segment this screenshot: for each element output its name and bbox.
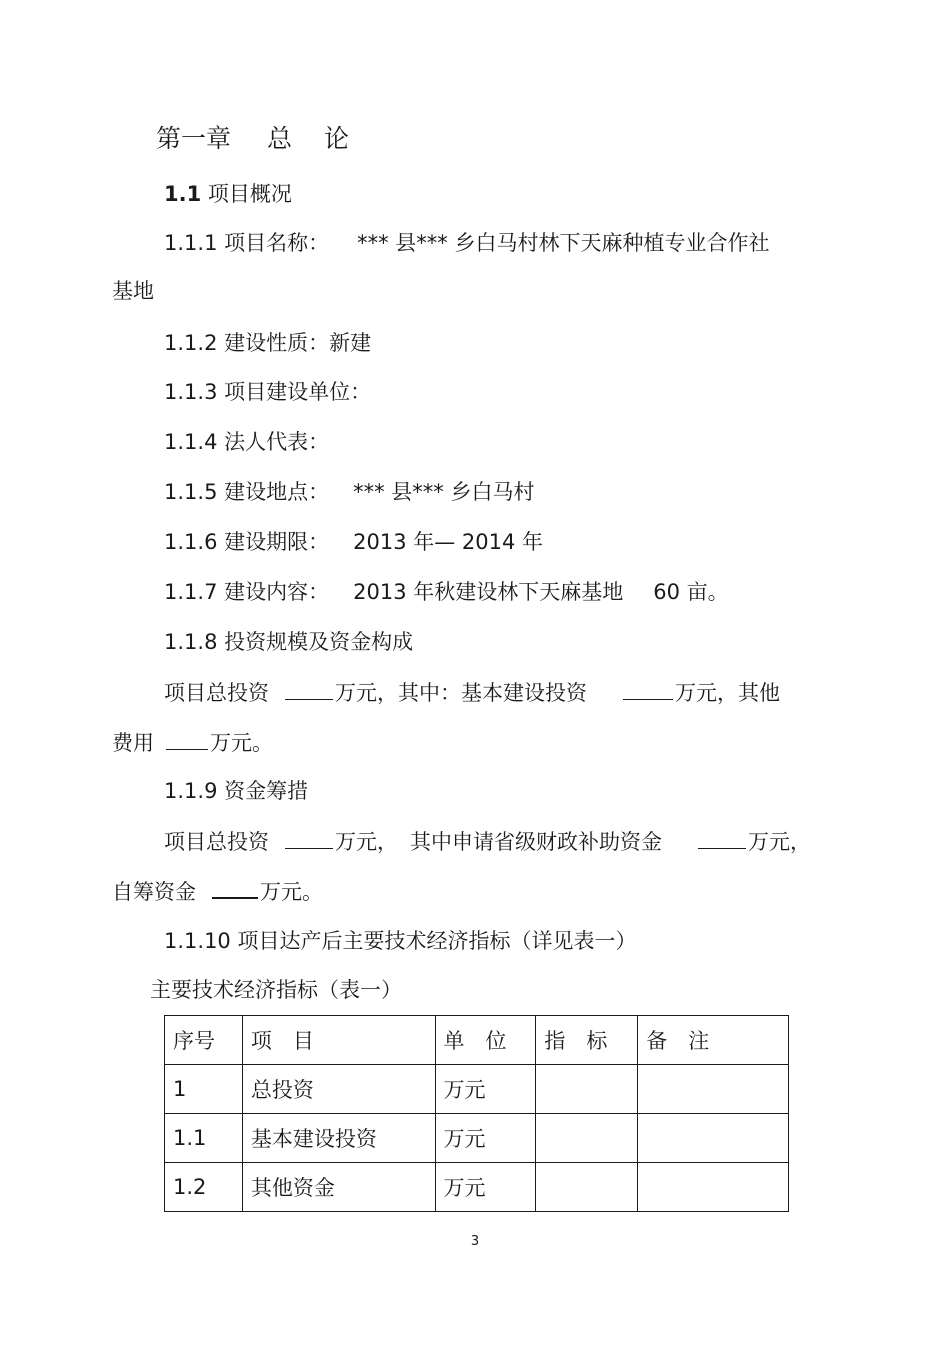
- section-1-1: 1.1 项目概况: [164, 182, 292, 206]
- table-row: [165, 1163, 789, 1212]
- table-header-cell: 项 目: [242, 1016, 435, 1065]
- funding-paragraph-line2: 自筹资金 万元。: [112, 875, 323, 907]
- section-1-1-10: 1.1.10 项目达产后主要技术经济指标（详见表一）: [164, 929, 637, 953]
- table-cell: [638, 1163, 789, 1212]
- table-header-cell: 序号: [165, 1016, 243, 1065]
- investment-paragraph-line1: 项目总投资 万元，其中：基本建设投资 万元，其他: [164, 677, 780, 708]
- section-1-1-3: 1.1.3 项目建设单位：: [164, 380, 372, 404]
- section-1-1-8: 1.1.8 投资规模及资金构成: [164, 630, 414, 654]
- table-cell: 基本建设投资: [242, 1114, 435, 1163]
- table-header-cell: 备 注: [638, 1016, 789, 1065]
- blank-funding-total: [285, 826, 333, 849]
- table-row: [165, 1114, 789, 1163]
- section-1-1-9: 1.1.9 资金筹措: [164, 779, 309, 803]
- page-number: 3: [470, 1234, 480, 1249]
- blank-other-fees: [166, 727, 208, 750]
- table-cell: 其他资金: [242, 1163, 435, 1212]
- table-cell: 总投资: [242, 1065, 435, 1114]
- funding-paragraph-line1: 项目总投资 万元， 其中申请省级财政补助资金 万元，: [164, 826, 811, 857]
- table-cell: [536, 1114, 638, 1163]
- blank-provincial-subsidy: [698, 826, 746, 849]
- chapter-title: 第一章 总 论: [156, 124, 350, 153]
- table-cell: 1: [165, 1065, 243, 1114]
- section-1-1-2: 1.1.2 建设性质：新建: [164, 331, 372, 355]
- section-1-1-7: 1.1.7 建设内容： 2013 年秋建设林下天麻基地 60 亩。: [164, 580, 729, 604]
- table-cell: [638, 1065, 789, 1114]
- section-1-1-1: 1.1.1 项目名称： *** 县*** 乡白马村林下天麻种植专业合作社: [164, 231, 770, 255]
- table-cell: [536, 1065, 638, 1114]
- section-1-1-1-continuation: 基地: [112, 279, 154, 303]
- investment-paragraph-line2: 费用 万元。: [112, 727, 273, 758]
- table-header-cell: 指 标: [536, 1016, 638, 1065]
- table-cell: 1.2: [165, 1163, 243, 1212]
- table-cell: [536, 1163, 638, 1212]
- blank-self-raised: [212, 875, 258, 899]
- table-caption: 主要技术经济指标（表一）: [150, 978, 402, 1002]
- table-cell: 万元: [435, 1163, 536, 1212]
- table-header-row: [165, 1016, 789, 1065]
- table-cell: 万元: [435, 1114, 536, 1163]
- table-cell: [638, 1114, 789, 1163]
- section-1-1-6: 1.1.6 建设期限： 2013 年— 2014 年: [164, 530, 544, 554]
- blank-total-investment: [285, 677, 333, 700]
- indicator-table: [164, 1015, 789, 1212]
- table-cell: 万元: [435, 1065, 536, 1114]
- table-cell: 1.1: [165, 1114, 243, 1163]
- section-1-1-5: 1.1.5 建设地点： *** 县*** 乡白马村: [164, 480, 535, 504]
- table-row: [165, 1065, 789, 1114]
- blank-construction-investment: [623, 677, 673, 700]
- table-header-cell: 单 位: [435, 1016, 536, 1065]
- section-1-1-4: 1.1.4 法人代表：: [164, 430, 330, 454]
